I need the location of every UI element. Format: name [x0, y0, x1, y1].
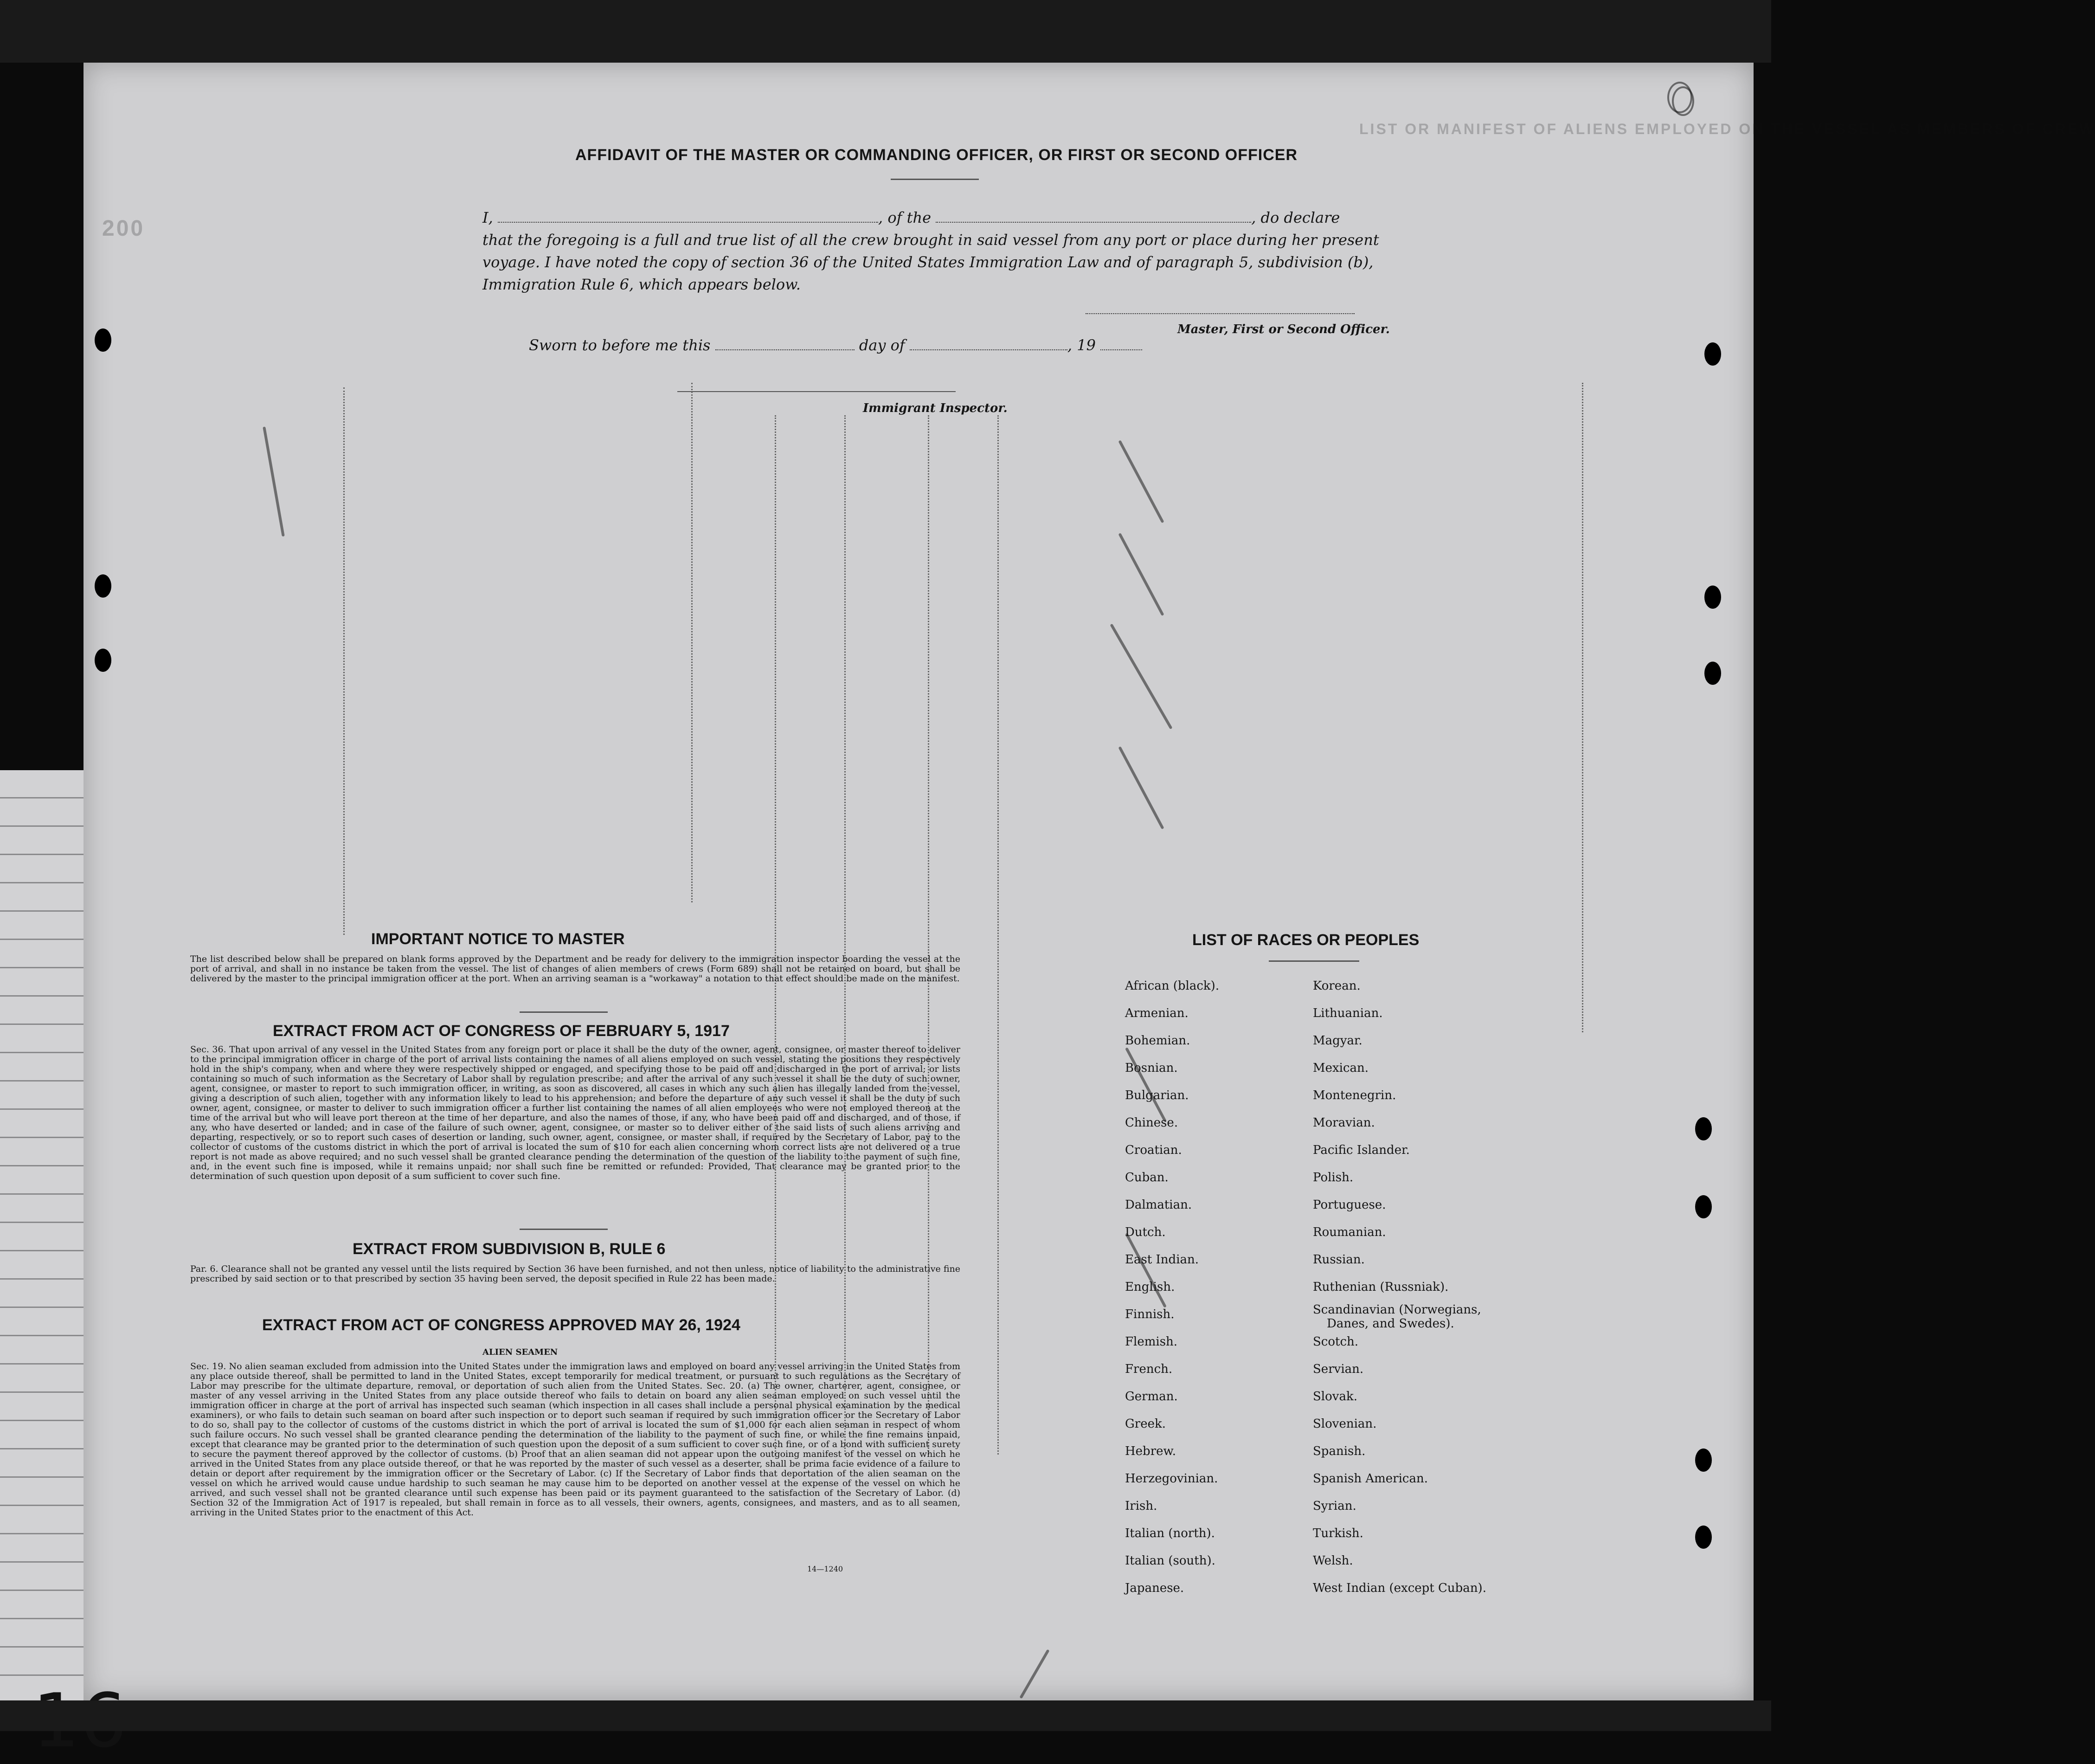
bleed-through-column [691, 383, 694, 902]
races-title: LIST OF RACES OR PEOPLES [1192, 931, 1420, 949]
race-item-left: Italian (south). [1125, 1554, 1215, 1568]
race-item-continuation: Danes, and Swedes). [1327, 1317, 1454, 1331]
race-item-left: Hebrew. [1125, 1444, 1176, 1458]
race-item-right: Mexican. [1313, 1061, 1369, 1075]
race-item-left: Japanese. [1125, 1581, 1184, 1595]
race-item-left: German. [1125, 1390, 1178, 1403]
bleed-through-column [1582, 383, 1585, 1032]
race-item-left: English. [1125, 1280, 1175, 1294]
manifest-page [84, 63, 2095, 1700]
bleed-through-column [775, 415, 778, 1455]
pencil-mark [1118, 746, 1164, 829]
race-item-left: Herzegovinian. [1125, 1472, 1218, 1486]
pencil-mark [1110, 624, 1172, 729]
race-item-right: Syrian. [1313, 1499, 1356, 1513]
binder-hole [1695, 1195, 1712, 1218]
ledger-strip [0, 770, 85, 1731]
binder-hole [1695, 1449, 1712, 1472]
i-label: I, [482, 209, 493, 226]
race-item-right: Slovak. [1313, 1390, 1357, 1403]
race-item-left: Dutch. [1125, 1225, 1166, 1239]
notice-text: The list described below shall be prepared on blank forms approved by the Department and be ready for delivery to the immigration inspector boarding the vessel at the port of arrival, and shall in no instance be taken from the vessel. The list of changes of alien members of crews (Form 689) shall not be retained on board, but shall be delivered by the master to the principal immigration officer at the port. When an arriving seaman is a "workaway" a notation to that effect should be made on the manifest. [190, 954, 960, 984]
pencil-mark [1019, 1649, 1049, 1699]
binder-hole [1704, 586, 1721, 609]
inspector-signature-line [677, 391, 956, 392]
race-item-right: Moravian. [1313, 1116, 1375, 1130]
affidavit-line-2: that the foregoing is a full and true list of all the crew brought in said vessel from any port or place during her present [482, 231, 1379, 249]
extract-1924-title: EXTRACT FROM ACT OF CONGRESS APPROVED MAY 26, 1924 [262, 1316, 740, 1334]
race-item-right: Servian. [1313, 1362, 1364, 1376]
year-prefix: , 19 [1067, 336, 1096, 354]
binder-hole [1704, 662, 1721, 685]
rule6-text: Par. 6. Clearance shall not be granted any vessel until the lists required by Section 36 have been furnished, and not then unless, notice of liability to the administrative fine prescribed by said section or to that prescribed by section 35 having been served, the deposit specified in Rule 22 has been made. [190, 1264, 960, 1284]
races-title-rule [1269, 960, 1359, 962]
extract-1924-text: Sec. 19. No alien seaman excluded from admission into the United States under the immigration laws and employed on board any vessel arriving in the United States from any place outside thereof, shall be permitted to land in the United States, except temporarily for medical treatment, or pursuant to such regulations as the Secretary of Labor may prescribe for the ultimate departure, removal, or deportation of such alien from the United States. Sec. 20. (a) The owner, charterer, agent, consignee, or master of any vessel arriving in the United States from any place outside thereof who fails to detain on board any alien seaman employed on such vessel until the immigration officer in charge at the port of arrival has inspected such seaman (which inspection in all cases shall include a personal physical examination by the medical examiners), or who fails to detain such seaman on board after such inspection or to deport such seaman if required by such immigration officer or the Secretary of Labor to do so, shall pay to the collector of customs of the customs district in which the port of arrival is located the sum of $1,000 for each alien seaman in respect of whom such failure occurs. No such vessel shall be granted clearance pending the determination of the liability to the payment of such fine, or while the fine remains unpaid, except that clearance may be granted prior to the determination of such question upon the deposit of a sum sufficient to cover such fine, or of a bond with sufficient surety to secure the payment thereof approved by the collector of customs. (b) Proof that an alien seaman did not appear upon the outgoing manifest of the vessel on which he arrived in the United States from any place outside thereof, or that he was reported by the master of such vessel as a deserter, shall be prima facie evidence of a failure to detain or deport after requirement by the immigration officer or the Secretary of Labor. (c) If the Secretary of Labor finds that deportation of the alien seaman on the vessel on which he arrived would cause undue hardship to such seaman he may cause him to be deported on another vessel at the expense of the vessel on which he arrived, and such vessel shall not be granted clearance until such expense has been paid or its payment guaranteed to the satisfaction of the Secretary of Labor. (d) Section 32 of the Immigration Act of 1917 is repealed, but shall remain in force as to all vessels, their owners, agents, consignees, and masters, and as to all seamen, arriving in the United States prior to the enactment of this Act. [190, 1361, 960, 1518]
sworn-prefix: Sworn to before me this [529, 336, 711, 354]
race-item-right: Polish. [1313, 1171, 1354, 1185]
race-item-left: Bulgarian. [1125, 1088, 1189, 1102]
race-item-right: Lithuanian. [1313, 1006, 1383, 1020]
officer-signature-field[interactable] [1086, 300, 1355, 314]
race-item-right: Magyar. [1313, 1034, 1362, 1048]
race-item-left: Italian (north). [1125, 1526, 1215, 1540]
extract-1917-title: EXTRACT FROM ACT OF CONGRESS OF FEBRUARY 5, 1917 [273, 1022, 730, 1040]
race-item-left: Irish. [1125, 1499, 1157, 1513]
vessel-field[interactable] [936, 209, 1251, 223]
year-field[interactable] [1100, 336, 1142, 350]
pencil-mark [1125, 1233, 1167, 1308]
month-field[interactable] [910, 336, 1067, 350]
alien-seamen-subtitle: ALIEN SEAMEN [482, 1347, 558, 1357]
inspector-label: Immigrant Inspector. [863, 401, 1008, 415]
scan-border-top [0, 0, 1771, 63]
affidavit-line-3: voyage. I have noted the copy of section 36 of the United States Immigration Law and of paragraph 5, subdivision (b), [482, 253, 1374, 271]
ring-reinforcement-mark [1672, 86, 1694, 116]
officer-label: Master, First or Second Officer. [1177, 322, 1390, 336]
race-item-left: Croatian. [1125, 1143, 1182, 1157]
pencil-mark [263, 426, 285, 536]
pencil-mark [1118, 440, 1164, 523]
bleed-through-column [844, 415, 847, 1455]
race-item-left: Bosnian. [1125, 1061, 1178, 1075]
race-item-left: Chinese. [1125, 1116, 1178, 1130]
scan-border-bottom [0, 1700, 1771, 1731]
affidavit-title: AFFIDAVIT OF THE MASTER OR COMMANDING OFFICER, OR FIRST OR SECOND OFFICER [575, 146, 1298, 164]
race-item-left: Finnish. [1125, 1307, 1175, 1321]
race-item-right: Montenegrin. [1313, 1088, 1396, 1102]
race-item-right: Slovenian. [1313, 1417, 1377, 1431]
race-item-left: Greek. [1125, 1417, 1166, 1431]
pencil-mark [1125, 1047, 1167, 1122]
race-item-right: Scandinavian (Norwegians, [1313, 1303, 1481, 1317]
day-field[interactable] [715, 336, 855, 350]
race-item-right: West Indian (except Cuban). [1313, 1581, 1486, 1595]
form-number: 14—1240 [807, 1564, 843, 1573]
extract-1917-text: Sec. 36. That upon arrival of any vessel in the United States from any foreign port or place it shall be the duty of the owner, agent, consignee, or master thereof to deliver to the principal immigration officer in charge of the port of arrival lists containing the names of all aliens employed on such vessel, stating the positions they respectively hold in the ship's company, when and where they were respectively shipped or engaged, and specifying those to be paid off and discharged in the port of arrival; or lists containing so much of such information as the Secretary of Labor shall by regulation prescribe; and after the arrival of any such vessel it shall be the duty of such owner, agent, consignee, or master to report to such immigration officer, in writing, as soon as discovered, all cases in which any such alien has illegally landed from the vessel, giving a description of such alien, together with any information likely to lead to his apprehension; and before the departure of any such vessel it shall be the duty of such owner, agent, consignee, or master to deliver to such immigration officer a further list containing the names of all alien employees who were not employed thereon at the time of the arrival but who will leave port thereon at the time of her departure, and also the names of those, if any, who have been paid off and discharged, and of those, if any, who have deserted or landed; and in case of the failure of such owner, agent, consignee, or master so to deliver either of the said lists of such aliens arriving and departing, respectively, or so to report such cases of desertion or landing, such owner, agent, consignee, or master shall, if required by the Secretary of Labor, pay to the collector of customs of the customs district in which the port of arrival is located the sum of $10 for each alien concerning whom correct lists are not delivered or a true report is not made as above required; and no such vessel shall be granted clearance pending the determination of the question of the liability to the payment of such fine, and, in the event such fine is imposed, while it remains unpaid; nor shall such fine be remitted or refunded: Provided, That clearance may be granted prior to the determination of such question upon deposit of a sum sufficient to cover such fine. [190, 1044, 960, 1181]
binder-hole [95, 574, 111, 598]
do-declare-label: , do declare [1251, 209, 1340, 226]
pencil-mark [1118, 533, 1164, 616]
title-rule [891, 179, 979, 180]
name-field[interactable] [498, 209, 878, 223]
of-the-label: , of the [878, 209, 932, 226]
rule6-title: EXTRACT FROM SUBDIVISION B, RULE 6 [353, 1240, 666, 1258]
bleed-through-text: 200 [102, 216, 145, 241]
race-item-left: Bohemian. [1125, 1034, 1190, 1048]
affidavit-line-1 [482, 206, 1484, 229]
bleed-through-text: LIST OR MANIFEST OF ALIENS EMPLOYED ON THE VESSEL AS MEMBERS OF CREW [1359, 121, 2095, 137]
binder-hole [1695, 1117, 1712, 1140]
race-item-right: Portuguese. [1313, 1198, 1386, 1212]
bleed-through-column [928, 415, 931, 1455]
race-item-right: Spanish. [1313, 1444, 1366, 1458]
race-item-left: East Indian. [1125, 1253, 1199, 1267]
binder-hole [95, 328, 111, 352]
race-item-left: French. [1125, 1362, 1173, 1376]
sworn-line [529, 336, 1142, 354]
affidavit-text [482, 206, 1484, 296]
notice-title: IMPORTANT NOTICE TO MASTER [371, 930, 625, 948]
race-item-right: Pacific Islander. [1313, 1143, 1410, 1157]
binder-hole [1695, 1526, 1712, 1549]
race-item-left: African (black). [1125, 979, 1220, 993]
race-item-right: Welsh. [1313, 1554, 1353, 1568]
section-rule [520, 1229, 608, 1230]
race-item-right: Russian. [1313, 1253, 1365, 1267]
race-item-left: Armenian. [1125, 1006, 1189, 1020]
race-item-left: Cuban. [1125, 1171, 1169, 1185]
race-item-right: Scotch. [1313, 1335, 1359, 1349]
race-item-right: Ruthenian (Russniak). [1313, 1280, 1449, 1294]
section-rule [520, 1011, 608, 1013]
race-item-right: Roumanian. [1313, 1225, 1386, 1239]
binder-hole [95, 649, 111, 672]
race-item-left: Flemish. [1125, 1335, 1178, 1349]
day-of-label: day of [859, 336, 905, 354]
race-item-right: Spanish American. [1313, 1472, 1428, 1486]
binder-hole [1704, 342, 1721, 366]
race-item-right: Turkish. [1313, 1526, 1363, 1540]
bleed-through-column [343, 387, 346, 935]
race-item-left: Dalmatian. [1125, 1198, 1192, 1212]
affidavit-line-4: Immigration Rule 6, which appears below. [482, 276, 801, 293]
race-item-right: Korean. [1313, 979, 1361, 993]
bleed-through-column [997, 415, 1000, 1455]
